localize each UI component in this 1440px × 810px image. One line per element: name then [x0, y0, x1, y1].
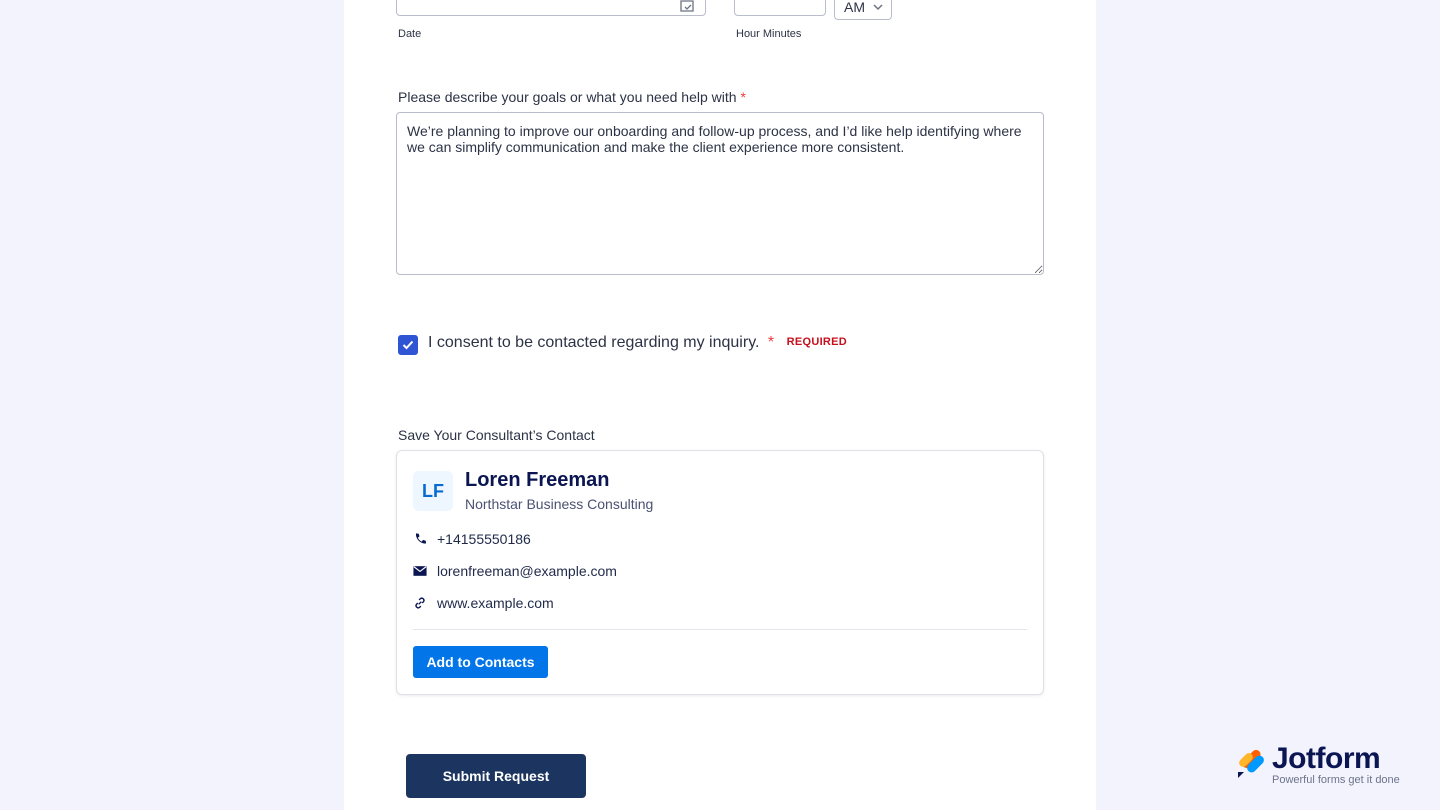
consent-checkbox[interactable]: [398, 335, 418, 355]
email-row[interactable]: [413, 563, 617, 579]
goals-label: Please describe your goals or what you need help with *: [398, 89, 746, 105]
form-card: [344, 0, 1096, 810]
submit-request-button[interactable]: Submit Request: [406, 754, 586, 798]
calendar-icon[interactable]: [679, 0, 695, 13]
mail-icon: [413, 565, 427, 577]
website-value: www.example.com: [437, 595, 554, 611]
contact-card: [396, 450, 1044, 695]
brand-name: Jotform: [1272, 742, 1381, 775]
email-value: lorenfreeman@example.com: [437, 563, 617, 579]
consent-label[interactable]: I consent to be contacted regarding my inquiry.: [428, 334, 760, 351]
required-tag: REQUIRED: [786, 336, 848, 348]
contact-section-label: Save Your Consultant’s Contact: [398, 427, 595, 443]
date-input[interactable]: [396, 0, 706, 16]
chevron-down-icon: [873, 3, 883, 11]
goals-textarea[interactable]: [396, 112, 1044, 275]
website-row[interactable]: [413, 595, 554, 611]
add-to-contacts-button[interactable]: Add to Contacts: [413, 646, 548, 678]
phone-value: +14155550186: [437, 531, 531, 547]
avatar: LF: [413, 471, 453, 511]
phone-icon: [413, 532, 427, 546]
date-sublabel: Date: [398, 28, 422, 40]
link-icon: [413, 596, 427, 610]
contact-company: Northstar Business Consulting: [465, 496, 654, 512]
checkmark-icon: [402, 340, 414, 350]
phone-row[interactable]: [413, 531, 531, 547]
ampm-select[interactable]: [834, 0, 892, 20]
jotform-badge[interactable]: [1236, 744, 1416, 790]
required-star: *: [740, 89, 746, 105]
consent-label-row: [428, 334, 847, 352]
time-input[interactable]: [734, 0, 826, 16]
consent-required-star: *: [767, 334, 775, 351]
ampm-value: AM: [844, 0, 865, 15]
card-divider: [413, 629, 1027, 630]
time-sublabel: Hour Minutes: [736, 28, 802, 40]
brand-tagline: Powerful forms get it done: [1272, 774, 1400, 786]
contact-name: Loren Freeman: [465, 469, 610, 491]
jotform-logo-icon: [1236, 746, 1270, 780]
